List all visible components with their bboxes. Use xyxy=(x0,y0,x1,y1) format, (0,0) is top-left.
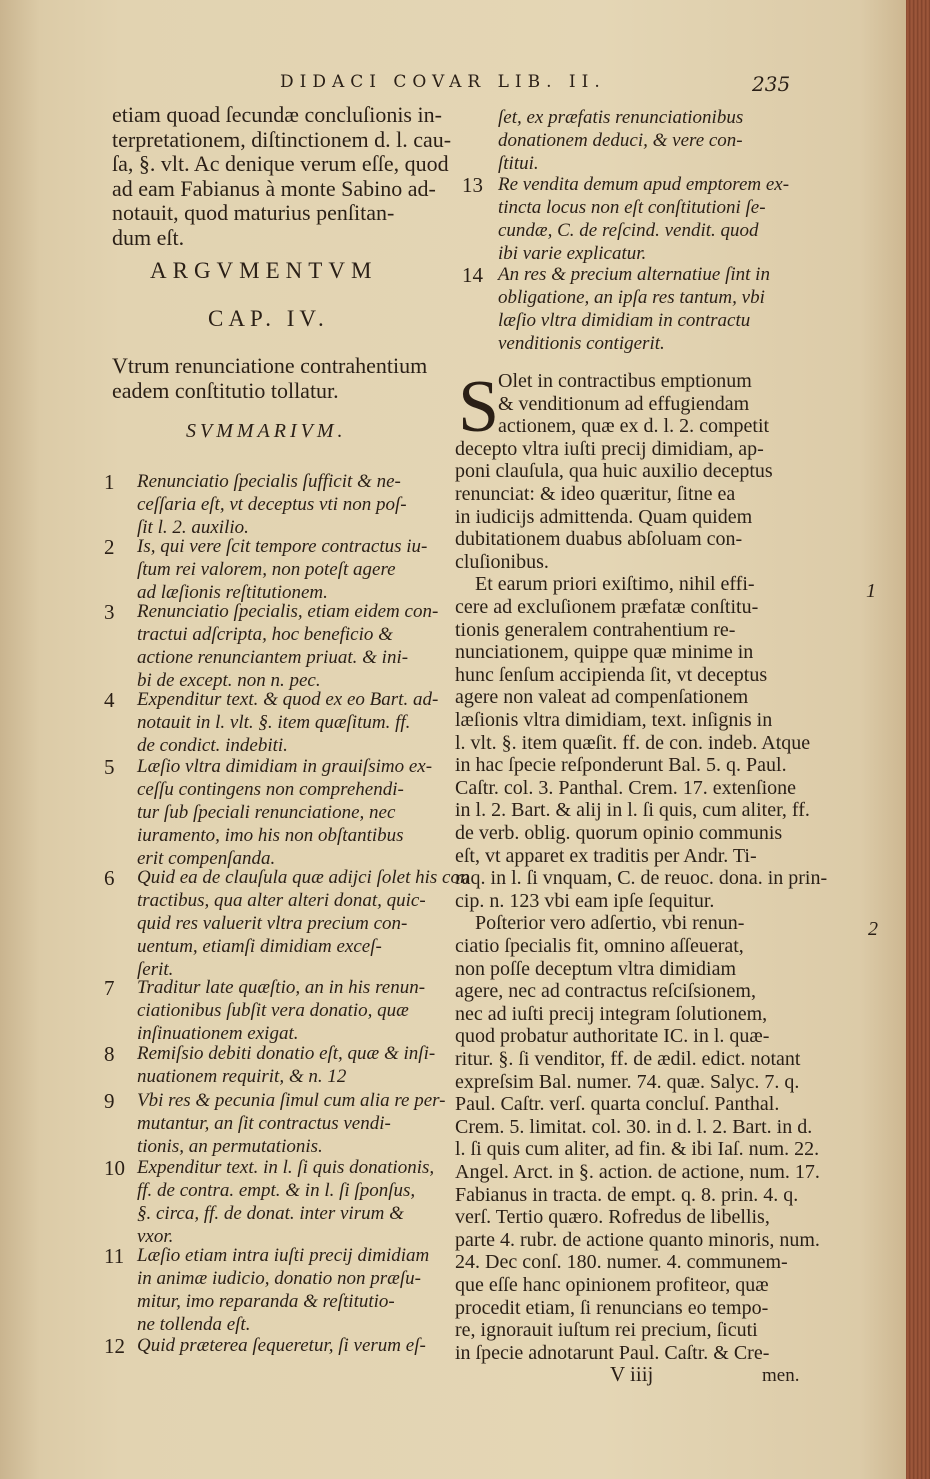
summary-item-text xyxy=(137,866,469,981)
summary-item-number: 2 xyxy=(104,535,115,559)
text-line: quid res valuerit vltra precium con- xyxy=(137,913,408,934)
summary-item-number: 9 xyxy=(104,1089,115,1113)
text-line: inſinuationem exigat. xyxy=(137,1023,299,1044)
text-line: eadem conſtitutio tollatur. xyxy=(112,377,339,403)
summary-item-number: 8 xyxy=(104,1042,115,1066)
text-line: terpretationem, diſtinctionem d. l. cau- xyxy=(112,126,452,152)
text-line: Crem. 5. limitat. col. 30. in d. l. 2. Bart. in d. xyxy=(455,1115,813,1138)
summarium-heading: SVMMARIVM. xyxy=(186,420,347,442)
summary-item-number: 1 xyxy=(104,470,115,494)
summary-item-text xyxy=(137,688,438,757)
summary-item-number: 5 xyxy=(104,755,115,779)
text-line: agere non valeat ad compenſationem xyxy=(455,686,749,709)
text-line: mutantur, an ſit contractus vendi- xyxy=(137,1113,391,1134)
text-line: verſ. Tertio quæro. Rofredus de libellis, xyxy=(455,1206,770,1229)
summary-item-text xyxy=(498,173,789,265)
page-edge xyxy=(906,0,930,1479)
text-line: ſerit. xyxy=(137,959,174,980)
text-line: tractui adſcripta, hoc beneficio & xyxy=(137,624,393,645)
text-line: nuationem requirit, & n. 12 xyxy=(137,1066,347,1087)
text-line: 24. Dec conſ. 180. numer. 4. communem- xyxy=(455,1251,788,1274)
text-line: dubitationem duabus abſoluam con- xyxy=(455,528,743,551)
text-line: bi de except. non n. pec. xyxy=(137,670,321,691)
summary-item-number: 11 xyxy=(104,1244,125,1268)
summary-item-text xyxy=(137,600,438,692)
summary-item-number: 4 xyxy=(104,688,115,712)
text-line: Renunciatio ſpecialis ſufficit & ne- xyxy=(137,471,401,492)
text-line: ſit l. 2. auxilio. xyxy=(137,517,249,538)
text-line: nec ad iuſti precij integram ſolutionem, xyxy=(455,1002,768,1025)
text-line: §. circa, ff. de donat. inter virum & xyxy=(137,1203,404,1224)
text-line: tionis, an permutationis. xyxy=(137,1136,323,1157)
text-line: notauit in l. vlt. §. item quæſitum. ff. xyxy=(137,712,411,733)
summary-item-text xyxy=(137,755,432,870)
text-line: cluſionibus. xyxy=(455,550,549,573)
text-line: Fabianus in tracta. de empt. q. 8. prin. 4. q. xyxy=(455,1183,799,1206)
text-line: procedit etiam, ſi renuncians eo tempo- xyxy=(455,1296,769,1319)
text-line: Et earum priori exiſtimo, nihil effi- xyxy=(475,573,755,596)
text-line: l. vlt. §. item quæſit. ff. de con. indeb. Atque xyxy=(455,731,811,754)
text-line: ne tollenda eſt. xyxy=(137,1314,251,1335)
text-line: etiam quoad ſecundæ concluſionis in- xyxy=(112,102,442,127)
text-line: expreſsim Bal. numer. 74. quæ. Salyc. 7. q. xyxy=(455,1070,800,1093)
running-title: DIDACI COVAR LIB. II. xyxy=(280,72,606,92)
text-line: Is, qui vere ſcit tempore contractus iu- xyxy=(137,536,428,557)
page-number: 235 xyxy=(752,72,791,96)
summary-item-text xyxy=(137,1334,426,1357)
text-line: Quid præterea ſequeretur, ſi verum eſ- xyxy=(137,1335,426,1356)
text-line: mitur, imo reparanda & reſtitutio- xyxy=(137,1291,395,1312)
summary-item-text xyxy=(137,1089,446,1158)
text-line: de condict. indebiti. xyxy=(137,735,288,756)
text-line: ciatio ſpecialis fit, omnino aſſeuerat, xyxy=(455,935,744,957)
drop-cap-initial: S xyxy=(458,366,500,448)
summary-item-number: 13 xyxy=(462,173,483,197)
summary-item-number: 7 xyxy=(104,976,115,1000)
text-line: in animæ iudicio, donatio non præſu- xyxy=(137,1268,421,1289)
text-line: actionem, quæ ex d. l. 2. competit xyxy=(498,415,770,438)
text-line: l. ſi quis cum aliter, ad fin. & ibi Iaſ. num. 22. xyxy=(455,1138,820,1161)
text-line: tractibus, qua alter alteri donat, quic- xyxy=(137,890,426,911)
text-line: ceſſaria eſt, vt deceptus vti non poſ- xyxy=(137,494,407,515)
summary-item-text xyxy=(137,1042,435,1088)
text-line: in l. 2. Bart. & alij in l. ſi quis, cum aliter, ff. xyxy=(455,799,810,822)
summary-item-text xyxy=(137,1156,434,1248)
text-line: An res & precium alternatiue ſint in xyxy=(498,264,770,285)
text-line: actione renunciantem priuat. & ini- xyxy=(137,647,409,668)
text-line: dum eſt. xyxy=(112,224,185,250)
text-line: ciationibus ſubſit vera donatio, quæ xyxy=(137,1000,409,1021)
text-line: Re vendita demum apud emptorem ex- xyxy=(498,174,790,195)
text-line: parte 4. rubr. de actione quanto minoris, num. xyxy=(455,1228,820,1251)
text-line: ad læſionis reſtitutionem. xyxy=(137,582,328,603)
text-line: vxor. xyxy=(137,1226,174,1247)
text-line: ibi varie explicatur. xyxy=(498,243,647,264)
summary-item-text xyxy=(137,470,407,539)
text-line: læſio vltra dimidiam in contractu xyxy=(498,310,751,331)
chapter-question xyxy=(112,354,460,403)
text-line: cundæ, C. de reſcind. vendit. quod xyxy=(498,220,759,241)
summary-item-text xyxy=(498,106,743,175)
text-line: erit compenſanda. xyxy=(137,848,276,869)
summary-item-text xyxy=(137,976,425,1045)
text-line: nunciationem, quippe quæ minime in xyxy=(455,641,754,664)
text-line: Læſio etiam intra iuſti precij dimidiam xyxy=(137,1245,430,1266)
text-line: ſtum rei valorem, non poteſt agere xyxy=(137,559,396,580)
text-line: eſt, vt apparet ex traditis per Andr. Ti- xyxy=(455,844,757,867)
catchword: men. xyxy=(762,1365,800,1386)
text-line: Caſtr. col. 3. Panthal. Crem. 17. extenſione xyxy=(455,776,797,799)
text-line: tincta locus non eſt conſtitutioni ſe- xyxy=(498,197,766,218)
text-line: cip. n. 123 vbi eam ipſe ſequitur. xyxy=(455,889,715,912)
text-line: Angel. Arct. in §. action. de actione, num. 17. xyxy=(455,1161,820,1183)
summary-item-number: 14 xyxy=(462,263,483,287)
text-line: raq. in l. ſi vnquam, C. de reuoc. dona. in prin- xyxy=(455,867,828,890)
text-line: obligatione, an ipſa res tantum, vbi xyxy=(498,287,765,308)
text-line: tur ſub ſpeciali renunciatione, nec xyxy=(137,802,396,823)
text-line: que eſſe hanc opinionem profiteor, quæ xyxy=(455,1274,769,1296)
margin-note-1: 1 xyxy=(866,580,876,602)
text-line: ad eam Fabianus à monte Sabino ad- xyxy=(112,175,436,201)
text-line: ritur. §. ſi venditor, ff. de ædil. edict. notant xyxy=(455,1048,801,1070)
text-line: Læſio vltra dimidiam in grauiſsimo ex- xyxy=(137,756,433,777)
text-line: uentum, etiamſi dimidiam exceſ- xyxy=(137,936,382,957)
text-line: decepto vltra iuſti precij dimidiam, ap- xyxy=(455,437,764,460)
summary-item-text xyxy=(137,535,427,604)
text-line: de verb. oblig. quorum opinio communis xyxy=(455,822,783,844)
text-line: in hac ſpecie reſponderunt Bal. 5. q. Paul. xyxy=(455,754,787,777)
text-line: quod probatur authoritate IC. in l. quæ- xyxy=(455,1025,770,1048)
text-line: cere ad excluſionem præfatæ conſtitu- xyxy=(455,596,759,618)
text-line: Traditur late quæſtio, an in his renun- xyxy=(137,977,426,998)
text-line: hunc ſenſum accipienda ſit, vt deceptus xyxy=(455,663,768,686)
argumentum-heading: ARGVMENTVM xyxy=(150,258,378,283)
text-line: Remiſsio debiti donatio eſt, quæ & inſi- xyxy=(137,1043,436,1064)
margin-note-2: 2 xyxy=(868,918,878,940)
text-line: poni clauſula, qua huic auxilio deceptus xyxy=(455,460,773,483)
chapter-heading: CAP. IV. xyxy=(208,306,329,331)
text-line: donationem deduci, & vere con- xyxy=(498,130,743,151)
text-line: re, ignorauit iuſtum rei precium, ſicuti xyxy=(455,1319,758,1342)
text-line: agere, nec ad contractus reſciſsionem, xyxy=(455,980,756,1003)
text-line: Paul. Caſtr. verſ. quarta concluſ. Panthal. xyxy=(455,1093,780,1116)
text-line: ceſſu contingens non comprehendi- xyxy=(137,779,404,800)
text-line: notauit, quod maturius penſitan- xyxy=(112,200,395,225)
text-line: renunciat: & ideo quæritur, ſitne ea xyxy=(455,483,736,505)
text-line: iuramento, imo his non obſtantibus xyxy=(137,825,404,846)
text-line: Expenditur text. & quod ex eo Bart. ad- xyxy=(137,689,439,710)
text-line: Vtrum renunciatione contrahentium xyxy=(112,353,428,378)
text-line: venditionis contigerit. xyxy=(498,333,665,354)
text-line: ff. de contra. empt. & in l. ſi ſponſus, xyxy=(137,1180,416,1201)
text-line: Expenditur text. in l. ſi quis donationis, xyxy=(137,1157,435,1178)
summary-item-number: 3 xyxy=(104,600,115,624)
signature-mark: V iiij xyxy=(610,1362,654,1386)
text-line: tionis generalem contrahentium re- xyxy=(455,618,736,641)
text-line: in iudicijs admittenda. Quam quidem xyxy=(455,505,753,528)
text-line: ſet, ex præfatis renunciationibus xyxy=(498,107,744,128)
text-line: non poſſe deceptum vltra dimidiam xyxy=(455,957,737,980)
summary-item-number: 6 xyxy=(104,866,115,890)
text-line: Olet in contractibus emptionum xyxy=(498,370,752,392)
text-line: Poſterior vero adſertio, vbi renun- xyxy=(475,912,745,935)
text-line: Vbi res & pecunia ſimul cum alia re per- xyxy=(137,1090,446,1111)
text-line: & venditionum ad effugiendam xyxy=(498,392,750,415)
text-line: ſtitui. xyxy=(498,153,539,174)
text-line: Renunciatio ſpecialis, etiam eidem con- xyxy=(137,601,439,622)
summary-item-number: 10 xyxy=(104,1156,125,1180)
summary-item-number: 12 xyxy=(104,1334,125,1358)
text-line: læſionis vltra dimidiam, text. inſignis in xyxy=(455,709,773,731)
text-line: in ſpecie adnotarunt Paul. Caſtr. & Cre- xyxy=(455,1341,770,1364)
summary-item-text xyxy=(498,263,770,355)
left-top-paragraph xyxy=(112,103,460,250)
text-line: Quid ea de clauſula quæ adijci ſolet his con xyxy=(137,867,470,888)
text-line: ſa, §. vlt. Ac denique verum eſſe, quod xyxy=(112,151,449,176)
summary-item-text xyxy=(137,1244,429,1336)
